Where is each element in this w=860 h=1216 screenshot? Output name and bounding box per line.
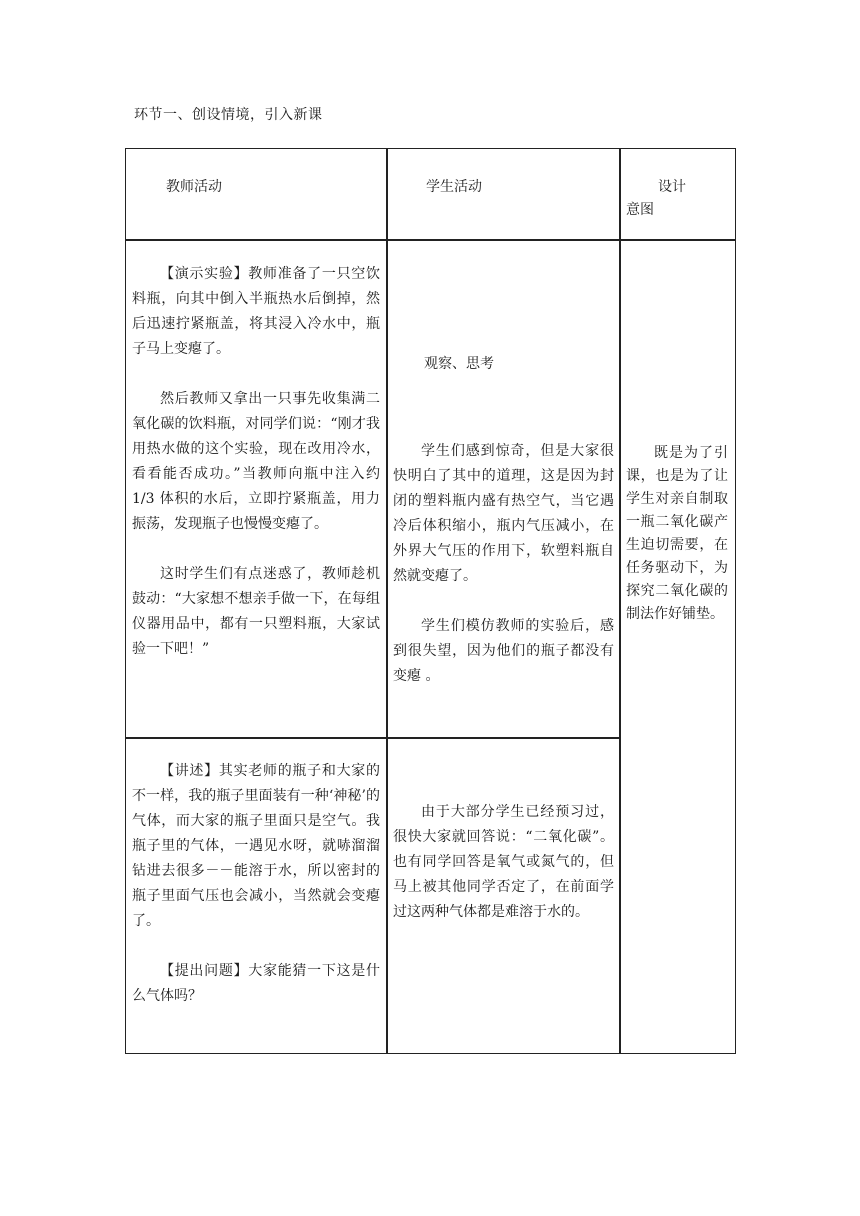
row2-teacher-paragraph: 【讲述】其实老师的瓶子和大家的不一样，我的瓶子里面装有一种‘神秘’的气体，而大家的瓶子里面只是空气。我瓶子里的气体，一遇见水呀，就哧溜溜钻进去很多－－能溶于水，所以密封的瓶子里面气压也会减小，当然就会变瘪了。 [132, 763, 380, 929]
row-divider [125, 737, 621, 739]
row1-student-paragraph: 学生们模仿教师的实验后，感到很失望，因为他们的瓶子都没有变瘪 。 [393, 618, 614, 684]
row2-student-paragraph: 由于大部分学生已经预习过，很快大家就回答说：“二氧化碳”。也有同学回答是氧气或氮气的，但马上被其他同学否定了，在前面学过这两种气体都是难溶于水的。 [393, 804, 614, 920]
row2-teacher-paragraph: 【提出问题】大家能猜一下这是什么气体吗？ [132, 963, 380, 1004]
row1-teacher-paragraph: 这时学生们有点迷惑了，教师趁机鼓动：“大家想不想亲手做一下，在每组仪器用品中，都有一只塑料瓶，大家试验一下吧！” [132, 566, 380, 657]
header-design-intent-line2: 意图 [626, 202, 654, 218]
row1-student-activity [393, 439, 614, 689]
header-student-activity: 学生活动 [426, 179, 482, 195]
design-intent: 既是为了引课，也是为了让学生对亲自制取一瓶二氧化碳产生迫切需要，在任务驱动下，为探究二氧化碳的制法作好铺垫。 [626, 445, 728, 622]
header-divider [125, 239, 736, 241]
row1-teacher-paragraph: 【演示实验】教师准备了一只空饮料瓶，向其中倒入半瓶热水后倒掉，然后迅速拧紧瓶盖，将其浸入冷水中，瓶子马上变瘪了。 [132, 266, 380, 357]
header-design-intent-line1: 设计 [658, 179, 686, 195]
row1-teacher-activity [132, 262, 380, 662]
row2-student-activity [393, 800, 614, 925]
row1-student-observe [396, 352, 614, 377]
row1-teacher-paragraph: 然后教师又拿出一只事先收集满二氧化碳的饮料瓶，对同学们说：“刚才我用热水做的这个实验，现在改用冷水，看看能否成功。”当教师向瓶中注入约 1/3 体积的水后，立即拧紧瓶盖，用力振荡，发现瓶子也慢慢变瘪了。 [132, 391, 380, 532]
column-divider-2 [619, 148, 621, 1054]
row1-student-paragraph: 学生们感到惊奇，但是大家很快明白了其中的道理，这是因为封闭的塑料瓶内盛有热空气，当它遇冷后体积缩小，瓶内气压减小，在外界大气压的作用下，软塑料瓶自然就变瘪了。 [393, 443, 614, 584]
header-teacher-activity: 教师活动 [166, 179, 222, 195]
row1-student-observe-text: 观察、思考 [424, 356, 494, 372]
column-divider-1 [386, 148, 388, 1054]
section-title: 环节一、创设情境，引入新课 [134, 107, 323, 123]
row2-teacher-activity [132, 759, 380, 1009]
